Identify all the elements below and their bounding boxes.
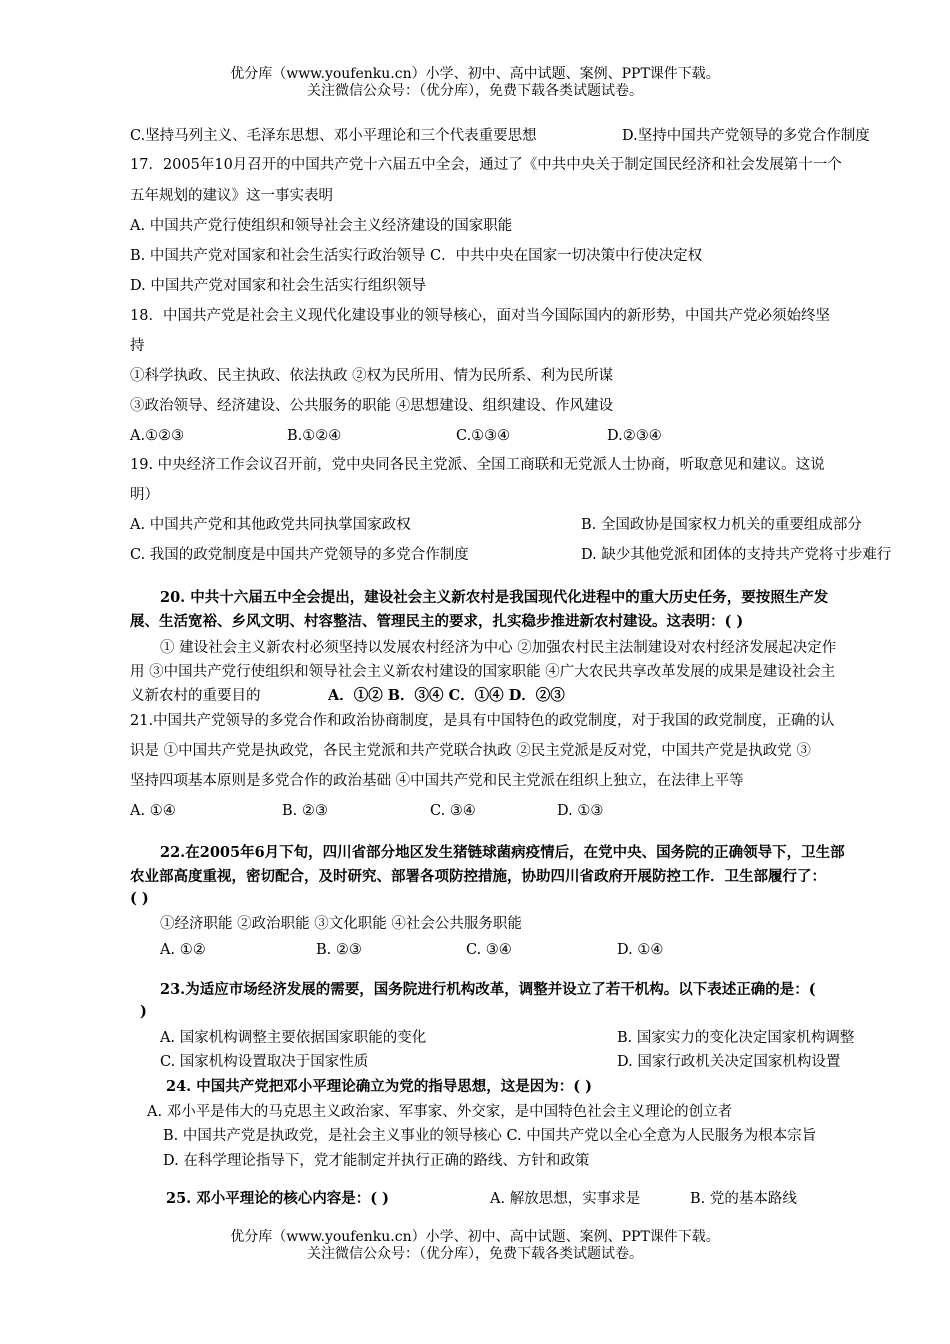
q24-option-d: D. 在科学理论指导下，党才能制定并执行正确的路线、方针和政策 (163, 1153, 590, 1169)
q25-option-b: B. 党的基本路线 (690, 1191, 797, 1207)
q24-option-bc: B. 中国共产党是执政党，是社会主义事业的领导核心 C. 中国共产党以全心全意为人民服务为根本宗旨 (163, 1128, 817, 1144)
q23-stem-line-1: 23.为适应市场经济发展的需要，国务院进行机构改革，调整并设立了若干机构。以下表述正确的是：( (160, 981, 816, 998)
q22-option-a: A. ①② (160, 942, 206, 958)
q18-items-3-4: ③政治领导、经济建设、公共服务的职能 ④思想建设、组织建设、作风建设 (130, 398, 614, 414)
q17-option-bc: B. 中国共产党对国家和社会生活实行政治领导 C．中共中央在国家一切决策中行使决定权 (130, 248, 703, 264)
q18-items-1-2: ①科学执政、民主执政、依法执政 ②权为民所用、情为民所系、利为民所谋 (130, 368, 614, 384)
q25-option-a: A. 解放思想，实事求是 (490, 1191, 641, 1207)
q18-option-d: D.②③④ (607, 428, 662, 444)
header-line-2: 关注微信公众号：（优分库），免费下载各类试题试卷。 (307, 83, 643, 99)
q20-stem-line-2: 展、生活宽裕、乡风文明、村容整洁、管理民主的要求，扎实稳步推进新农村建设。这表明：( ) (130, 613, 744, 630)
q19-option-a: A. 中国共产党和其他政党共同执掌国家政权 (130, 517, 411, 533)
q17-option-d: D. 中国共产党对国家和社会生活实行组织领导 (130, 278, 426, 294)
q23-stem-line-2: ) (140, 1003, 147, 1020)
q21-stem-line-2: 识是 ①中国共产党是执政党，各民主党派和共产党联合执政 ②民主党派是反对党，中国共产党是执政党 ③ (130, 743, 811, 759)
q21-option-d: D. ①③ (557, 803, 604, 819)
q19-option-b: B. 全国政协是国家权力机关的重要组成部分 (581, 517, 862, 533)
q21-option-c: C. ③④ (430, 803, 476, 819)
q20-choices: A．①② B．③④ C．①④ D．②③ (328, 687, 565, 704)
q19-stem-line-2: 明） (130, 487, 159, 503)
q18-stem-line-2: 持 (130, 338, 145, 354)
q22-stem-line-1: 22.在2005年6月下旬，四川省部分地区发生猪链球菌病疫情后，在党中央、国务院的正确领导下，卫生部 (160, 844, 845, 861)
q23-option-d: D. 国家行政机关决定国家机构设置 (617, 1054, 841, 1070)
q20-items-line-1: ① 建设社会主义新农村必须坚持以发展农村经济为中心 ②加强农村民主法制建设对农村经济发展起决定作 (160, 640, 837, 656)
q22-items: ①经济职能 ②政治职能 ③文化职能 ④社会公共服务职能 (160, 916, 522, 932)
q21-stem-line-3: 坚持四项基本原则是多党合作的政治基础 ④中国共产党和民主党派在组织上独立，在法律上平等 (130, 773, 744, 789)
q16-option-c: C.坚持马列主义、毛泽东思想、邓小平理论和三个代表重要思想 (130, 128, 537, 144)
page-footer (0, 1229, 950, 1263)
q22-option-c: C. ③④ (466, 942, 512, 958)
q24-stem: 24. 中国共产党把邓小平理论确立为党的指导思想，这是因为：( ) (166, 1078, 593, 1095)
q19-option-c: C. 我国的政党制度是中国共产党领导的多党合作制度 (130, 547, 469, 563)
q19-stem-line-1: 19. 中央经济工作会议召开前，党中央同各民主党派、全国工商联和无党派人士协商，听取意见和建议。这说 (130, 457, 825, 473)
q22-option-b: B. ②③ (316, 942, 362, 958)
q22-option-d: D. ①④ (617, 942, 664, 958)
q23-option-b: B. 国家实力的变化决定国家机构调整 (617, 1030, 855, 1046)
q20-items-line-2: 用 ③中国共产党行使组织和领导社会主义新农村建设的国家职能 ④广大农民共享改革发展的成果是建设社会主 (130, 664, 836, 680)
q23-option-a: A. 国家机构调整主要依据国家职能的变化 (160, 1030, 427, 1046)
q21-option-a: A. ①④ (130, 803, 176, 819)
q18-option-b: B.①②④ (287, 428, 342, 444)
header-line-1: 优分库（www.youfenku.cn）小学、初中、高中试题、案例、PPT课件下载。 (230, 66, 720, 82)
q22-stem-line-3: ( ) (130, 890, 149, 907)
q17-stem-line-2: 五年规划的建议》这一事实表明 (130, 188, 333, 204)
q16-option-d: D.坚持中国共产党领导的多党合作制度 (622, 128, 870, 144)
q20-stem-line-1: 20. 中共十六届五中全会提出，建设社会主义新农村是我国现代化进程中的重大历史任务，要按照生产发 (160, 589, 829, 606)
q21-stem-line-1: 21.中国共产党领导的多党合作和政治协商制度，是具有中国特色的政党制度，对于我国的政党制度，正确的认 (130, 713, 835, 729)
q25-stem: 25. 邓小平理论的核心内容是：( ) (166, 1190, 390, 1207)
q18-option-c: C.①③④ (456, 428, 511, 444)
q19-option-d: D. 缺少其他党派和团体的支持共产党将寸步难行 (581, 547, 892, 563)
q18-stem-line-1: 18．中国共产党是社会主义现代化建设事业的领导核心，面对当今国际国内的新形势，中国共产党必须始终坚 (130, 308, 830, 324)
q17-option-a: A. 中国共产党行使组织和领导社会主义经济建设的国家职能 (130, 218, 513, 234)
q20-items-line-3: 义新农村的重要目的 (130, 688, 261, 704)
q24-option-a: A. 邓小平是伟大的马克思主义政治家、军事家、外交家，是中国特色社会主义理论的创立者 (147, 1104, 733, 1120)
q23-option-c: C. 国家机构设置取决于国家性质 (160, 1054, 369, 1070)
q18-option-a: A.①②③ (130, 428, 185, 444)
page-header (0, 66, 950, 100)
footer-line-2: 关注微信公众号：（优分库），免费下载各类试题试卷。 (307, 1246, 643, 1262)
q21-option-b: B. ②③ (282, 803, 328, 819)
q22-stem-line-2: 农业部高度重视，密切配合，及时研究、部署各项防控措施，协助四川省政府开展防控工作．卫生部履行了： (130, 868, 826, 885)
footer-line-1: 优分库（www.youfenku.cn）小学、初中、高中试题、案例、PPT课件下载。 (230, 1229, 720, 1245)
q17-stem-line-1: 17．2005年10月召开的中国共产党十六届五中全会，通过了《中共中央关于制定国民经济和社会发展第十一个 (130, 157, 842, 173)
